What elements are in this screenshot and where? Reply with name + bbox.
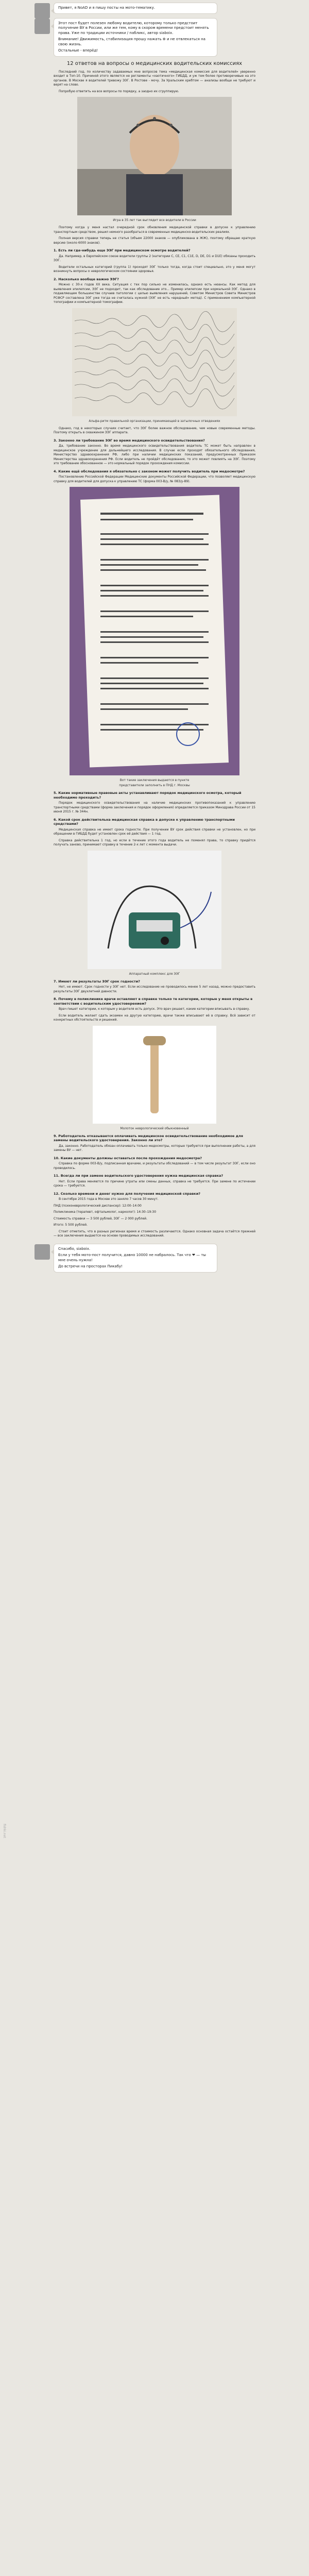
photo-caption: Вот такие заключения выдаются в пункте (119, 778, 190, 782)
question-heading: 5. Какие нормативные правовые акты устанавливают порядок медицинского осмотра, который необходимо проходить? (54, 791, 242, 800)
paragraph: Справка действительна 1 год, но если в течение этого года водитель не поменял права, то справку придётся получать заново, принимают справку в течение 2-х лет с момента выдачи. (54, 838, 255, 846)
paragraph: Однако, год в некоторых случаях считает, что ЭЭГ более важное обследование, чем новые современные методы. Поэтому открыть в скважином ЭЭГ аппарата. (54, 426, 255, 434)
footer-bubble (54, 1244, 217, 1273)
intro-bubble (54, 3, 217, 14)
question-heading: 3. Законно ли требование ЭЭГ во время медицинского освидетельствования? (54, 438, 205, 443)
paragraph: Полная версия справки теперь не статья (объем 22000 знаков — опубликована в ЖЖ), поэтому обращаю краткую версию (около 6000 знаков). (54, 236, 255, 245)
photo-caption: Альфа-ритм правильной организации, принимающей в затылочных отведениях (89, 419, 220, 423)
bubble-arrow (51, 24, 54, 29)
paragraph: Последний год, по количеству задаваемых мне вопросов тема «медицинская комиссия для водителей» уверенно входит в Топ-10. Причиной этого является не регламенты «хаотичного» ГИБДД, и уж тем более противоречивые на это органов. В Москве я водителей тревожу ЭЭГ. В Ростове - мочу. За Уральским хребтом — анализы вообще не требуют и верят на слово. (54, 70, 255, 87)
photo-reflex-hammer (93, 1026, 216, 1124)
bubble-arrow (51, 1249, 54, 1255)
post-column (54, 3, 255, 1273)
paragraph: В сентябре 2015 года в Москве это заняло 7 часов 30 минут. (59, 1197, 159, 1201)
watermark: fishki.net (3, 1824, 6, 1838)
paragraph: Стоит отметить, что в разных регионах время и стоимость различаются. Однако основная задача остаётся прежней — все заключения выдаются на основе проводимых исследований. (54, 1229, 255, 1238)
paragraph: Постановление Российской Федерации Медицинские документы Российской Федерации, что позволяет медицинскую справку для водителей для допуска к управлению ТС (форма 003-В/у, № 083/у-89). (54, 475, 255, 483)
paragraph: Поэтому когда у меня настал очередной срок обновления медицинской справки в допуске к управлению транспортным средством, решил немного разобраться в современных медицинско-водительских реалиях. (54, 226, 255, 234)
question-heading: 8. Почему в поликлинике врачи оставляют в справке только те категории, которые у меня открыты в соответствии с водительским удостоверением? (54, 997, 253, 1006)
question-heading: 12. Сколько времени и денег нужно для получения медицинской справки? (54, 1191, 201, 1196)
paragraph: Да. Например, в Европейском союзе водители группы 2 (категории C, CE, C1, C1E, D, DE, D1 и D1E) обязаны проходить ЭЭГ. (54, 254, 255, 262)
list-item: Поликлиника (терапевт, офтальмолог, нарколог): 14:30–19:30 (54, 1210, 157, 1214)
list-item: ПНД (психоневрологический диспансер): 12:00–14:00 (54, 1204, 142, 1208)
photo-eeg-printout (72, 308, 237, 416)
intro-line: Привет, я NoAD и я пишу посты на мото-тематику. (58, 6, 155, 10)
intro-line: Этот пост будет полезен любому водителю, которому только предстоит получение ВУ в России, или же тем, кому в скором времени предстоит менять права. Уже по традиции источники / пабликс, автор siaboix. (58, 21, 209, 35)
article-title: 12 ответов на вопросы о медицинских водительских комиссиях (66, 60, 243, 66)
photo-caption: Аппаратный комплекс для ЭЭГ (129, 972, 180, 976)
paragraph: Нет, не имеют. Срок годности у ЭЭГ нет. Если исследование не проводилось менее 5 лет назад, можно предоставить результаты ЭЭГ двухлетней давности. (54, 985, 255, 993)
question-heading: 1. Есть ли где-нибудь еще ЭЭГ при медицинском осмотре водителей? (54, 248, 191, 252)
footer-line: Если у тебя мото-пост получится, давно 10000 не набралось. Так что ❤ — ты мне очень нужна! (58, 1253, 206, 1262)
paragraph: Справка по форме 003-В/у, подписанная врачами, и результаты обследований — в том числе результат ЭЭГ, если оно проводилось. (54, 1162, 255, 1170)
photo-caption: Молоток неврологический обыкновенный (120, 1126, 189, 1130)
question-heading: 10. Какие документы должны оставаться после прохождения медосмотра? (54, 1156, 202, 1160)
paragraph: Порядок медицинского освидетельствования на наличие медицинских противопоказаний к управлению транспортными средствами (форма заключения и порядок оформления) определяется приказом Минздрава России от 15 июня 2015 г. № 344н. (54, 801, 255, 814)
question-heading: 2. Насколько вообще важно ЭЭГ? (54, 277, 119, 281)
intro-line: Остальные - вперёд! (58, 48, 98, 53)
question-heading: 4. Какие ещё обследования я обязательно с законом может получить водитель при медосмотре? (54, 469, 245, 473)
paragraph: Попробую ответить на все вопросы по порядку, а заодно их сгруппирую. (59, 89, 179, 93)
question-heading: 7. Имеют ли результаты ЭЭГ срок годности? (54, 979, 140, 984)
paragraph: Да, законно. Работодатель обязан оплачивать только медосмотры, которые требуются при выполнении работы, а для замены ВУ — нет. (54, 1144, 255, 1152)
question-heading: 11. Всегда ли при замене водительского удостоверения нужна медицинская справка? (54, 1174, 224, 1178)
question-heading: 9. Работодатель отказывается оплачивать медицинское освидетельствование необходимое для замены водительского удостоверения. Законно ли это? (54, 1133, 243, 1142)
paragraph: Нет. Если права меняются по причине утраты или смены данных, справка не требуется. При замене по истечении срока — требуется. (54, 1179, 255, 1188)
intro-line: Внимание! Движимость, стабилизация прошу нажать ⊕ и не отвлекаться на свою жизнь. (58, 37, 205, 46)
paragraph: Если водитель желает сдать экзамен на другую категорию, врачи также вписывают её в справку. Всё зависит от конкретных обстоятельств и решений. (54, 1013, 255, 1022)
paragraph: Да, требование законно. Во время медицинского освидетельствования водитель ТС может быть направлен в медицинское учреждение для дальнейшего исследования. В случае если проходят обязательного обследования, Министерство здравоохранения РФ, либо при наличии медицинских показаний, предусмотренных Приказом Министерства здравоохранения РФ. Если водитель не пройдёт обследования, то это может повлиять на ЭЭГ. Поэтому это требование обоснованное — это нормальный порядок прохождения комиссии. (54, 444, 255, 465)
list-item: Итого: 5 500 рублей. (54, 1223, 88, 1227)
paragraph: Врач пишет категории, к которым у водителя есть допуск. Это врач решает, какие категории вписывать в справку. (59, 1007, 250, 1011)
author-avatar (35, 1244, 50, 1260)
author-avatar (35, 19, 50, 34)
photo-person-with-electrodes (77, 97, 232, 215)
photo-eeg-device (88, 851, 221, 969)
list-item: Стоимость справки — 3 500 рублей, ЭЭГ — 2 000 рублей. (54, 1216, 147, 1221)
paragraph: Можно с 30-х годов ХХ века. Ситуация с тех пор сильно не изменилась, однако есть нюансы. Как метод для выявления эпилепсии, ЭЭГ не подходит, так как обследование это... Пример эпилепсии при нормальной ЭЭГ. Однако в подавляющем большинстве случаев патологии с целью выявления нарушений, Советом Министров Совета Министров РСФСР составлена ЭЭГ уже тогда не считалась нужной (ЭЭГ не есть «вредный» метод). С применением компьютерной топографии и компьютерной томографии. (54, 283, 255, 304)
photo-caption: представители заполнить в ПНД г. Москвы (119, 784, 190, 787)
author-avatar (35, 3, 50, 19)
photo-medical-form (70, 487, 239, 775)
footer-thanks: Спасибо, siaboix. (58, 1246, 91, 1251)
bubble-arrow (51, 8, 54, 13)
footer-line: До встречи на просторах Пикабу! (58, 1264, 123, 1268)
question-heading: 6. Какой срок действительна медицинская справка в допуске к управлению транспортными средствами? (54, 817, 235, 826)
paragraph: Медицинская справка не имеет срока годности. При получении ВУ срок действия справки не установлен, но при обращении в ГИБДД будет установлен срок её действия — 1 год. (54, 827, 255, 836)
photo-caption: Игра в 35 лет так выглядит все водители в России (113, 218, 196, 222)
intro-bubble-2 (54, 18, 217, 57)
paragraph: Водители остальных категорий (группа 1) проходят ЭЭГ только тогда, когда стоит специально, это у меня могут возникнуть вопросы о неврологическом состоянии здоровья. (54, 265, 255, 273)
